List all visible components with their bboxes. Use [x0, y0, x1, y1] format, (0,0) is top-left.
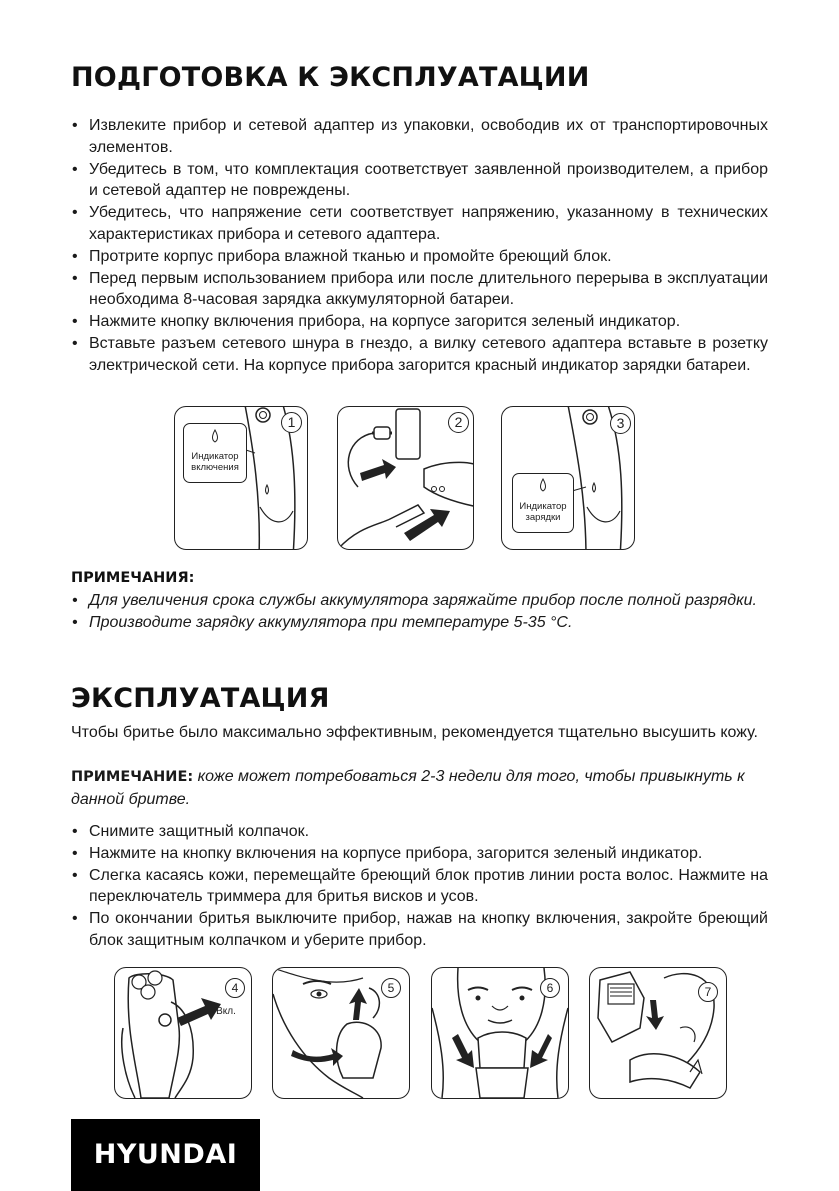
list-item: • Извлеките прибор и сетевой адаптер из упаковки, освободив их от транспортировочных элементов.	[71, 115, 768, 159]
section-title-operation: ЭКСПЛУАТАЦИЯ	[71, 683, 330, 714]
figure-power-indicator	[174, 406, 308, 550]
list-item: • Убедитесь в том, что комплектация соответствует заявленной производителем, а прибор и сетевой адаптер не повреждены.	[71, 159, 768, 203]
list-item: • По окончании бритья выключите прибор, нажав на кнопку включения, закройте бреющий блок защитным колпачком и уберите прибор.	[71, 908, 768, 952]
list-item: • Вставьте разъем сетевого шнура в гнездо, а вилку сетевого адаптера вставьте в розетку электрической сети. На корпусе прибора загорится красный индикатор зарядки батареи.	[71, 333, 768, 377]
callout-box	[183, 423, 247, 483]
list-item: • Перед первым использованием прибора или после длительного перерыва в эксплуатации необходима 8-часовая зарядка аккумуляторной батареи.	[71, 268, 768, 312]
figure-number: 4	[225, 978, 245, 998]
list-item: • Нажмите кнопку включения прибора, на корпусе загорится зеленый индикатор.	[71, 311, 768, 333]
figure-trimmer	[589, 967, 727, 1099]
indicator-label: Индикатор	[191, 451, 239, 462]
list-item: • Для увеличения срока службы аккумулятора заряжайте прибор после полной разрядки.	[71, 590, 768, 612]
figure-chin-shaving	[431, 967, 569, 1099]
figure-cheek-shaving	[272, 967, 410, 1099]
brand-logo: HYUNDAI	[71, 1119, 260, 1191]
figure-number: 5	[381, 978, 401, 998]
indicator-label: Индикатор	[519, 501, 567, 512]
figure-number: 3	[610, 413, 631, 434]
list-item: • Производите зарядку аккумулятора при температуре 5-35 °С.	[71, 612, 768, 634]
list-item: • Нажмите на кнопку включения на корпусе прибора, загорится зеленый индикатор.	[71, 843, 768, 865]
notes-list	[71, 590, 768, 634]
list-item: • Убедитесь, что напряжение сети соответствует напряжению, указанному в технических характеристиках прибора и сетевого адаптера.	[71, 202, 768, 246]
list-item: • Слегка касаясь кожи, перемещайте бреющий блок против линии роста волос. Нажмите на переключатель триммера для бритья висков и усов.	[71, 865, 768, 909]
list-item: • Протрите корпус прибора влажной тканью и промойте бреющий блок.	[71, 246, 768, 268]
drop-icon	[513, 474, 573, 498]
callout-box	[512, 473, 574, 533]
indicator-label: зарядки	[525, 512, 561, 523]
figure-number: 7	[698, 982, 718, 1002]
figure-number: 1	[281, 412, 302, 433]
notes-title: ПРИМЕЧАНИЯ:	[71, 570, 195, 586]
figure-charging-connection	[337, 406, 474, 550]
indicator-label: включения	[191, 462, 239, 473]
figure-number: 2	[448, 412, 469, 433]
list-item: • Снимите защитный колпачок.	[71, 821, 768, 843]
figure-charge-indicator	[501, 406, 635, 550]
drop-icon	[184, 424, 246, 448]
intro-paragraph: Чтобы бритье было максимально эффективным, рекомендуется тщательно высушить кожу.	[71, 724, 758, 741]
preparation-list	[71, 115, 768, 377]
operation-list	[71, 821, 768, 952]
note-paragraph	[71, 766, 768, 811]
note-label: ПРИМЕЧАНИЕ:	[71, 769, 194, 785]
section-title-preparation: ПОДГОТОВКА К ЭКСПЛУАТАЦИИ	[71, 62, 590, 93]
figure-power-on	[114, 967, 252, 1099]
figure-number: 6	[540, 978, 560, 998]
power-label: Вкл.	[216, 1006, 236, 1017]
note-text: коже может потребоваться 2-3 недели для того, чтобы привыкнуть к данной бритве.	[71, 768, 745, 808]
